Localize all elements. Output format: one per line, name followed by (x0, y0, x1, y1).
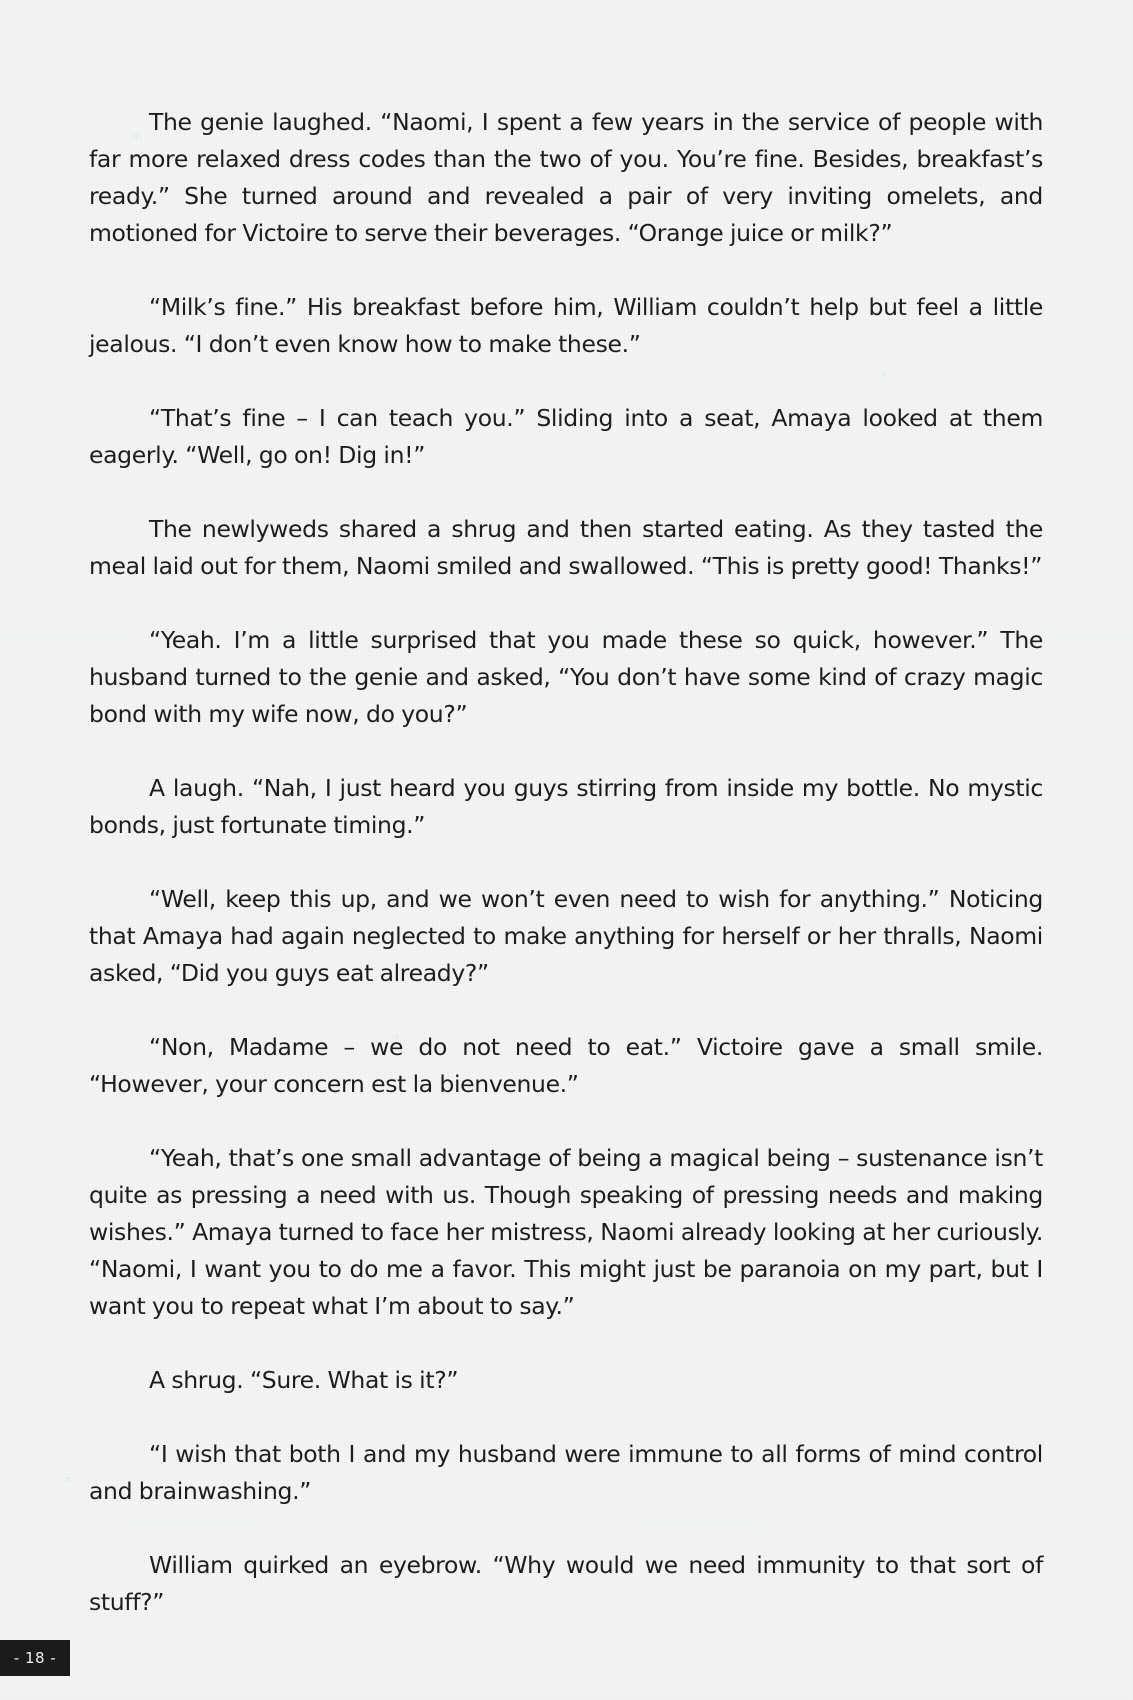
page-body (89, 104, 1043, 1621)
paragraph: A laugh. “Nah, I just heard you guys stirring from inside my bottle. No mystic bonds, just fortunate timing.” (89, 774, 1043, 839)
paragraph: “Yeah. I’m a little surprised that you made these so quick, however.” The husband turned to the genie and asked, “You don’t have some kind of crazy magic bond with my wife now, do you?” (89, 626, 1043, 728)
paragraph: “Non, Madame – we do not need to eat.” Victoire gave a small smile. “However, your concern est la bienvenue.” (89, 1033, 1043, 1098)
paragraph: “Milk’s fine.” His breakfast before him, William couldn’t help but feel a little jealous. “I don’t even know how to make these.” (89, 293, 1043, 358)
paragraph: “Well, keep this up, and we won’t even need to wish for anything.” Noticing that Amaya had again neglected to make anything for herself or her thralls, Naomi asked, “Did you guys eat already?” (89, 885, 1043, 987)
paragraph: “That’s fine – I can teach you.” Sliding into a seat, Amaya looked at them eagerly. “Well, go on! Dig in!” (89, 404, 1043, 469)
paragraph: “I wish that both I and my husband were immune to all forms of mind control and brainwashing.” (89, 1440, 1043, 1505)
paragraph: “Yeah, that’s one small advantage of being a magical being – sustenance isn’t quite as pressing a need with us. Though speaking of pressing needs and making wishes.” Amaya turned to face her mistress, Naomi already looking at her curiously. “Naomi, I want you to do me a favor. This might just be paranoia on my part, but I want you to repeat what I’m about to say.” (89, 1144, 1043, 1320)
paragraph: The genie laughed. “Naomi, I spent a few years in the service of people with far more relaxed dress codes than the two of you. You’re fine. Besides, breakfast’s ready.” She turned around and revealed a pair of very inviting omelets, and motioned for Victoire to serve their beverages. “Orange juice or milk?” (89, 108, 1043, 247)
page-number: - 18 - (0, 1640, 70, 1676)
paragraph: A shrug. “Sure. What is it?” (149, 1366, 459, 1394)
paragraph: The newlyweds shared a shrug and then started eating. As they tasted the meal laid out for them, Naomi smiled and swallowed. “This is pretty good! Thanks!” (89, 515, 1043, 580)
paragraph: William quirked an eyebrow. “Why would we need immunity to that sort of stuff?” (89, 1551, 1043, 1616)
